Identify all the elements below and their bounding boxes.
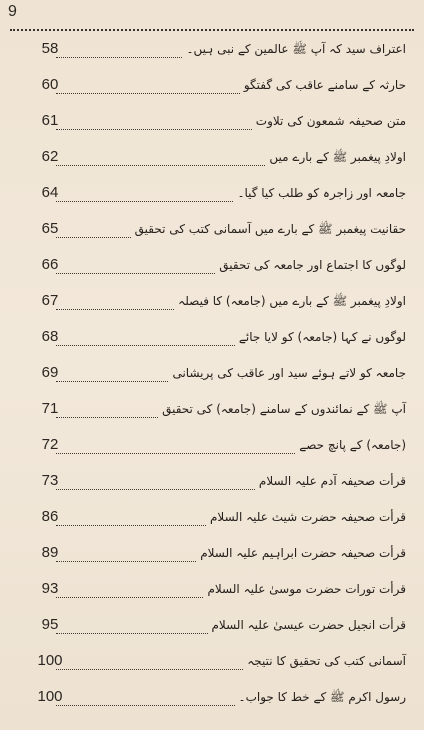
toc-entry xyxy=(10,576,414,598)
toc-title: قرأت تورات حضرت موسیٰ علیہ السلام xyxy=(207,582,406,596)
dotted-leader xyxy=(56,129,252,130)
toc-title: متن صحیفہ شمعون کی تلاوت xyxy=(255,114,406,128)
toc-title: جامعہ اور زاجرہ کو طلب کیا گیا۔ xyxy=(237,186,406,200)
toc-title: لوگوں نے کہا (جامعہ) کو لایا جائے xyxy=(238,330,406,344)
toc-entry xyxy=(10,684,414,706)
dotted-leader xyxy=(56,489,255,490)
toc-page-number: 69 xyxy=(41,364,59,381)
toc-page-number: 89 xyxy=(41,544,59,561)
toc-page-number: 71 xyxy=(41,400,59,417)
toc-entry xyxy=(10,144,414,166)
toc-page-number: 67 xyxy=(41,292,59,309)
dotted-leader xyxy=(56,597,203,598)
top-dotted-rule xyxy=(10,29,414,31)
dotted-leader xyxy=(56,525,206,526)
dotted-leader xyxy=(56,165,265,166)
toc-page-number: 73 xyxy=(41,472,59,489)
page-number: 9 xyxy=(8,3,17,20)
dotted-leader xyxy=(56,561,196,562)
toc-page-number: 65 xyxy=(41,220,59,237)
toc-title: قرأت صحیفہ آدم علیہ السلام xyxy=(258,474,406,488)
dotted-leader xyxy=(56,309,174,310)
dotted-leader xyxy=(56,345,235,346)
toc-title: اولادِ پیغمبر ﷺ کے بارے میں xyxy=(269,150,406,164)
toc-entry xyxy=(10,36,414,58)
toc-title: حارثہ کے سامنے عاقب کی گفتگو xyxy=(243,78,406,92)
toc-page-number: 58 xyxy=(41,40,59,57)
toc-title: اولادِ پیغمبر ﷺ کے بارے میں (جامعہ) کا فیصلہ xyxy=(178,294,406,308)
toc-page-number: 72 xyxy=(41,436,59,453)
toc-entry xyxy=(10,252,414,274)
toc-entry xyxy=(10,468,414,490)
toc-entry xyxy=(10,324,414,346)
toc-title: رسول اکرم ﷺ کے خط کا جواب۔ xyxy=(238,690,406,704)
toc-entry xyxy=(10,288,414,310)
toc-title: جامعہ کو لاتے ہوئے سید اور عاقب کی پریشانی xyxy=(172,366,406,380)
toc-page-number: 60 xyxy=(41,76,59,93)
toc-title: (جامعہ) کے پانچ حصے xyxy=(299,438,406,452)
toc-entry xyxy=(10,504,414,526)
dotted-leader xyxy=(56,273,215,274)
toc-title: آپ ﷺ کے نمائندوں کے سامنے (جامعہ) کی تحقیق xyxy=(162,402,406,416)
toc-page-number: 66 xyxy=(41,256,59,273)
toc-title: لوگوں کا اجتماع اور جامعہ کی تحقیق xyxy=(219,258,406,272)
toc-entry xyxy=(10,108,414,130)
toc-title: اعتراف سید کہ آپ ﷺ عالمین کے نبی ہیں۔ xyxy=(186,42,406,56)
toc-page-number: 64 xyxy=(41,184,59,201)
toc-page-number: 68 xyxy=(41,328,59,345)
toc-entry xyxy=(10,540,414,562)
toc-page-number: 62 xyxy=(41,148,59,165)
toc-title: آسمانی کتب کی تحقیق کا نتیجہ xyxy=(247,654,406,668)
toc-entry xyxy=(10,216,414,238)
dotted-leader xyxy=(56,57,182,58)
toc-entry xyxy=(10,432,414,454)
toc-entry xyxy=(10,180,414,202)
toc-page-number: 100 xyxy=(37,652,63,669)
toc-page-number: 93 xyxy=(41,580,59,597)
toc-entry xyxy=(10,648,414,670)
toc-title: قرأت انجیل حضرت عیسیٰ علیہ السلام xyxy=(211,618,406,632)
dotted-leader xyxy=(56,93,240,94)
toc-title: قرأت صحیفہ حضرت شیث علیہ السلام xyxy=(210,510,406,524)
toc-page-number: 61 xyxy=(41,112,59,129)
dotted-leader xyxy=(56,633,208,634)
dotted-leader xyxy=(56,705,235,706)
table-of-contents xyxy=(0,36,424,726)
toc-title: قرأت صحیفہ حضرت ابراہیم علیہ السلام xyxy=(200,546,406,560)
toc-title: حقانیت پیغمبر ﷺ کے بارے میں آسمانی کتب کی تحقیق xyxy=(134,222,406,236)
toc-page-number: 100 xyxy=(37,688,63,705)
toc-entry xyxy=(10,72,414,94)
toc-page-number: 95 xyxy=(41,616,59,633)
toc-entry xyxy=(10,396,414,418)
dotted-leader xyxy=(56,381,168,382)
toc-entry xyxy=(10,360,414,382)
toc-page-number: 86 xyxy=(41,508,59,525)
dotted-leader xyxy=(56,669,243,670)
dotted-leader xyxy=(56,417,158,418)
toc-entry xyxy=(10,612,414,634)
dotted-leader xyxy=(56,453,295,454)
dotted-leader xyxy=(56,201,233,202)
